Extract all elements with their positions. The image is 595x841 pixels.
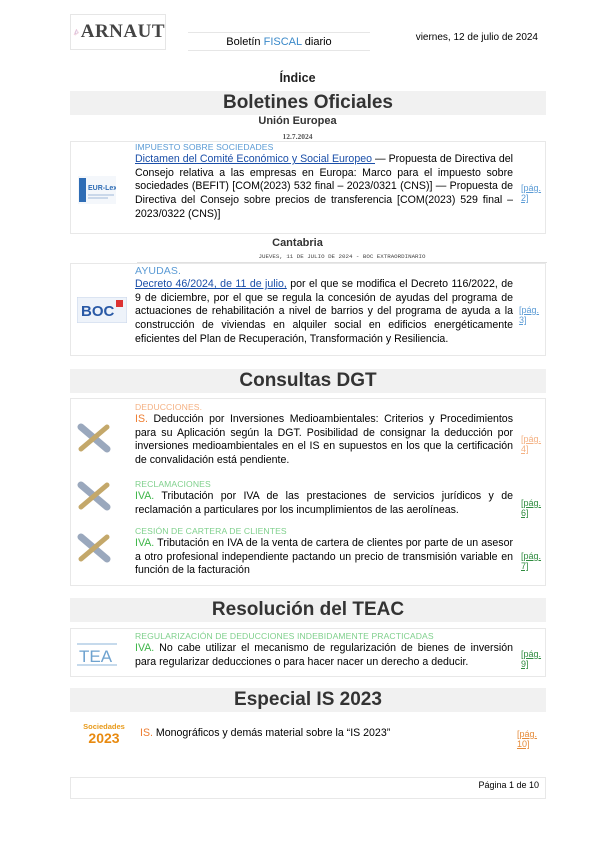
entry-block-teac (70, 628, 546, 677)
entry-block-dgt (70, 398, 546, 586)
page-header (70, 12, 540, 54)
page-link-dgt-1[interactable]: [pág. 4] (521, 434, 542, 454)
page-number: Página 1 de 10 (478, 780, 539, 790)
page-link-dgt-3[interactable]: [pág. 7] (521, 551, 542, 571)
boc-icon (77, 297, 127, 328)
index-title: Índice (279, 71, 316, 85)
section-resolucion-teac: Resolución del TEAC (70, 598, 546, 622)
eur-lex-icon (78, 176, 116, 209)
decreto-link[interactable]: Decreto 46/2024, de 11 de julio, (135, 278, 287, 290)
svg-text:EUR-Lex: EUR-Lex (88, 185, 116, 192)
aeat-icon (77, 533, 111, 568)
dgt-item-1: DEDUCCIONES. IS. Deducción por Inversiones Medioambientales: Criterios y Procedimientos para su Aplicación según la DGT. Posibilidad de consignar la deducción por inversiones medioambientales en el IS en supuestos en los que la certificación de convalidación está pendiente. (135, 402, 513, 467)
arnaut-logo-icon (73, 17, 80, 47)
category-label: RECLAMACIONES (135, 479, 211, 489)
page-link-cantabria[interactable]: [pág. 3] (519, 305, 540, 325)
page-link-teac[interactable]: [pág. 9] (521, 649, 542, 669)
bulletin-date: viernes, 12 de julio de 2024 (415, 32, 538, 43)
section-boletines-oficiales: Boletines Oficiales (70, 91, 546, 115)
page-link-especial[interactable]: [pág. 10] (517, 729, 538, 749)
svg-text:BOC: BOC (81, 303, 115, 320)
entry-ue-text: IMPUESTO SOBRE SOCIEDADES Dictamen del Comité Económico y Social Europeo — Propuesta de Directiva del Consejo relativa a las empresas en Europa: Marco para el impuesto sobre sociedades (BEFIT) [COM(2023) 532 final – 2023/0321 (CNS)] — Propuesta de Directiva del Consejo sobre precios de transferencia [COM(2023) 529 final – 2023/0322 (CNS)] (135, 142, 513, 220)
subhead-cantabria: Cantabria (272, 237, 323, 249)
aeat-icon (77, 423, 111, 458)
subhead-union-europea: Unión Europea (258, 115, 337, 127)
ue-date: 12.7.2024 (282, 132, 313, 141)
page-footer (70, 777, 546, 799)
page-link-ue[interactable]: [pág. 2] (521, 183, 542, 203)
teac-icon (77, 641, 117, 672)
category-label: CESIÓN DE CARTERA DE CLIENTES (135, 526, 287, 536)
category-label: IMPUESTO SOBRE SOCIEDADES (135, 142, 274, 152)
entry-block-especial (70, 718, 546, 748)
company-logo (70, 14, 166, 50)
bulletin-title: Boletín FISCAL diario (188, 32, 370, 51)
logo-text: ARNAUT (80, 21, 165, 42)
dgt-item-2: RECLAMACIONES IVA. Tributación por IVA de las prestaciones de servicios jurídicos y de reclamación a particulares por los incumplimientos de las aerolíneas. (135, 479, 513, 516)
aeat-icon (77, 481, 111, 516)
section-especial-is-2023: Especial IS 2023 (70, 688, 546, 712)
boc-date-line: JUEVES, 11 DE JULIO DE 2024 - BOC EXTRAORDINARIO (137, 253, 547, 263)
svg-text:TEA: TEA (79, 647, 113, 666)
especial-item: IS. Monográficos y demás material sobre la “IS 2023” (140, 727, 391, 739)
section-consultas-dgt: Consultas DGT (70, 369, 546, 393)
entry-cantabria-text: AYUDAS. Decreto 46/2024, de 11 de julio, por el que se modifica el Decreto 116/2022, de 9 de diciembre, por el que se regula la concesión de ayudas del programa de actuaciones de rehabilitación a nivel de barrios y del programa de ayuda a la construcción de viviendas en alquiler social en edificios energéticamente eficientes del Plan de Recuperación, Transformación y Resiliencia. (135, 265, 513, 345)
category-label: AYUDAS. (135, 265, 182, 277)
entry-block-ue (70, 141, 546, 234)
dgt-item-3: CESIÓN DE CARTERA DE CLIENTES IVA. Tributación en IVA de la venta de cartera de clientes por parte de un asesor a otro profesional independiente pactando un precio de transmisión variable en función de la facturación (135, 526, 513, 577)
sociedades-2023-icon: Sociedades 2023 (83, 722, 125, 746)
ue-dictamen-link[interactable]: Dictamen del Comité Económico y Social Europeo (135, 153, 375, 165)
category-label: DEDUCCIONES. (135, 402, 203, 412)
teac-item: REGULARIZACIÓN DE DEDUCCIONES INDEBIDAMENTE PRACTICADAS IVA. No cabe utilizar el mecanismo de regularización de bienes de inversión para regularizar deducciones o para hacer nacer un derecho a deducir. (135, 631, 513, 668)
entry-block-cantabria (70, 263, 546, 356)
page-link-dgt-2[interactable]: [pág. 6] (521, 498, 542, 518)
category-label: REGULARIZACIÓN DE DEDUCCIONES INDEBIDAMENTE PRACTICADAS (135, 631, 434, 641)
